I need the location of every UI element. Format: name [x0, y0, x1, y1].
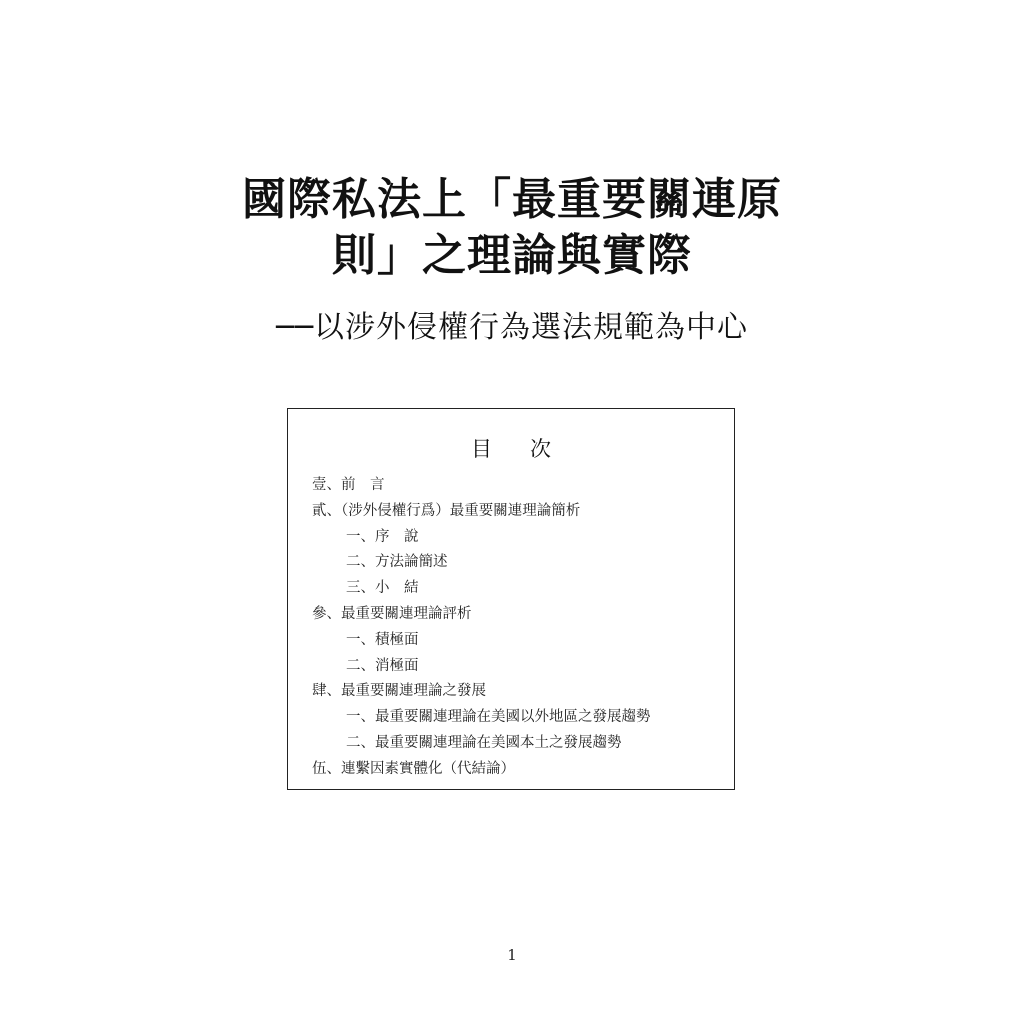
table-of-contents — [287, 408, 735, 790]
toc-subsection-item: 一、積極面 — [346, 631, 419, 648]
toc-subsection-item: 一、序 說 — [346, 528, 419, 545]
document-title — [0, 172, 1024, 284]
page-number: 1 — [507, 946, 517, 964]
toc-subsection-item: 二、方法論簡述 — [346, 554, 448, 571]
toc-section-item: 參、最重要關連理論評析 — [312, 605, 472, 622]
toc-section-item: 貳、（涉外侵權行爲）最重要關連理論簡析 — [312, 502, 581, 519]
title-line-2: 則」之理論與實際 — [332, 230, 692, 281]
toc-subsection-item: 一、最重要關連理論在美國以外地區之發展趨勢 — [346, 709, 651, 726]
toc-section-item: 肆、最重要關連理論之發展 — [312, 683, 486, 700]
document-subtitle: ──以涉外侵權行為選法規範為中心 — [275, 310, 749, 345]
toc-section-item: 壹、前 言 — [312, 477, 385, 493]
title-line-1: 國際私法上「最重要關連原 — [242, 174, 782, 225]
toc-heading: 目次 — [471, 437, 589, 461]
toc-subsection-item: 三、小 結 — [346, 580, 419, 597]
toc-section-item: 伍、連繫因素實體化（代結論） — [312, 760, 515, 777]
toc-subsection-item: 二、最重要關連理論在美國本土之發展趨勢 — [346, 734, 622, 751]
toc-list — [312, 473, 724, 783]
toc-subsection-item: 二、消極面 — [346, 657, 419, 674]
